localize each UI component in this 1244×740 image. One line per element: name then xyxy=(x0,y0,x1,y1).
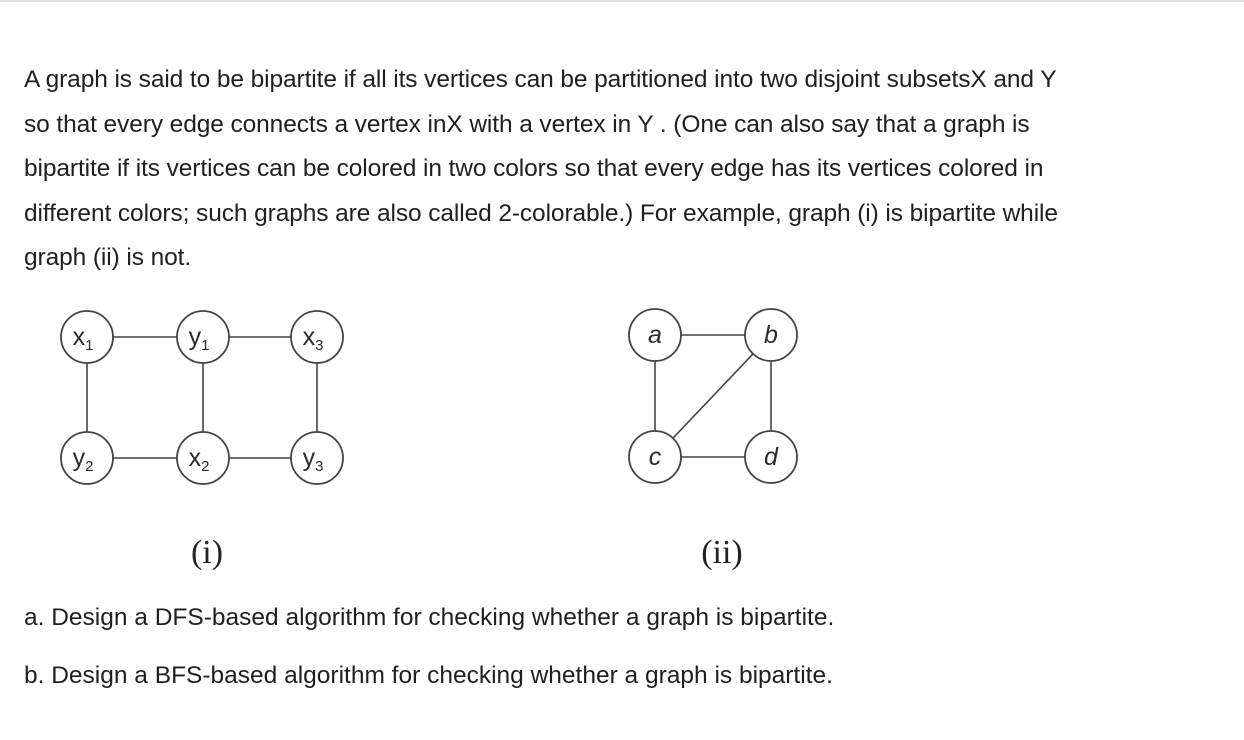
question-b: b. Design a BFS-based algorithm for checking whether a graph is bipartite. xyxy=(24,662,833,689)
graph-ii-node-a xyxy=(629,309,681,361)
graph-i-node-label: $y_2$ xyxy=(72,444,94,475)
graph-ii-node-label: c xyxy=(648,443,662,471)
graph-i-node-label: $x_3$ xyxy=(302,323,324,354)
intro-line: A graph is said to be bipartite if all its vertices can be partitioned into two disjoint subsetsX and Y xyxy=(24,66,1057,93)
graph-ii-caption: (ii) xyxy=(701,534,743,571)
intro-paragraph xyxy=(24,58,1224,281)
graph-i-nodes xyxy=(61,311,343,484)
graph-ii-node-b xyxy=(745,309,797,361)
intro-line: bipartite if its vertices can be colored in two colors so that every edge has its vertices colored in xyxy=(24,155,1044,182)
question-a: a. Design a DFS-based algorithm for checking whether a graph is bipartite. xyxy=(24,604,835,631)
graph-figure xyxy=(0,300,1244,590)
graph-ii-node-c xyxy=(629,431,681,483)
graph-i-node-label: $x_2$ xyxy=(188,444,210,475)
graph-i-node-x1 xyxy=(61,311,113,363)
graph-ii-node-label: a xyxy=(648,321,662,349)
graph-i-node-x2 xyxy=(177,432,229,484)
graph-ii-node-label: d xyxy=(764,443,778,471)
graph-i-node-label: $x_1$ xyxy=(72,323,94,354)
graph-ii-edge-c-b xyxy=(673,354,753,438)
intro-line: so that every edge connects a vertex inX with a vertex in Y . (One can also say that a graph is xyxy=(24,110,1030,138)
graph-i-node-y2 xyxy=(61,432,113,484)
graph-i-node-y1 xyxy=(177,311,229,363)
graph-i-node-label: $y_3$ xyxy=(302,444,324,475)
graph-ii-node-label: b xyxy=(764,321,778,349)
graph-i-caption: (i) xyxy=(190,534,224,571)
top-divider xyxy=(0,0,1244,2)
graph-i-node-x3 xyxy=(291,311,343,363)
intro-line: graph (ii) is not. xyxy=(24,244,192,271)
graph-i-node-label: $y_1$ xyxy=(188,323,210,354)
intro-line: different colors; such graphs are also called 2-colorable.) For example, graph (i) is bipartite while xyxy=(24,199,1058,227)
graph-ii-node-d xyxy=(745,431,797,483)
graph-i-node-y3 xyxy=(291,432,343,484)
graph-figure-svg xyxy=(0,300,1244,590)
